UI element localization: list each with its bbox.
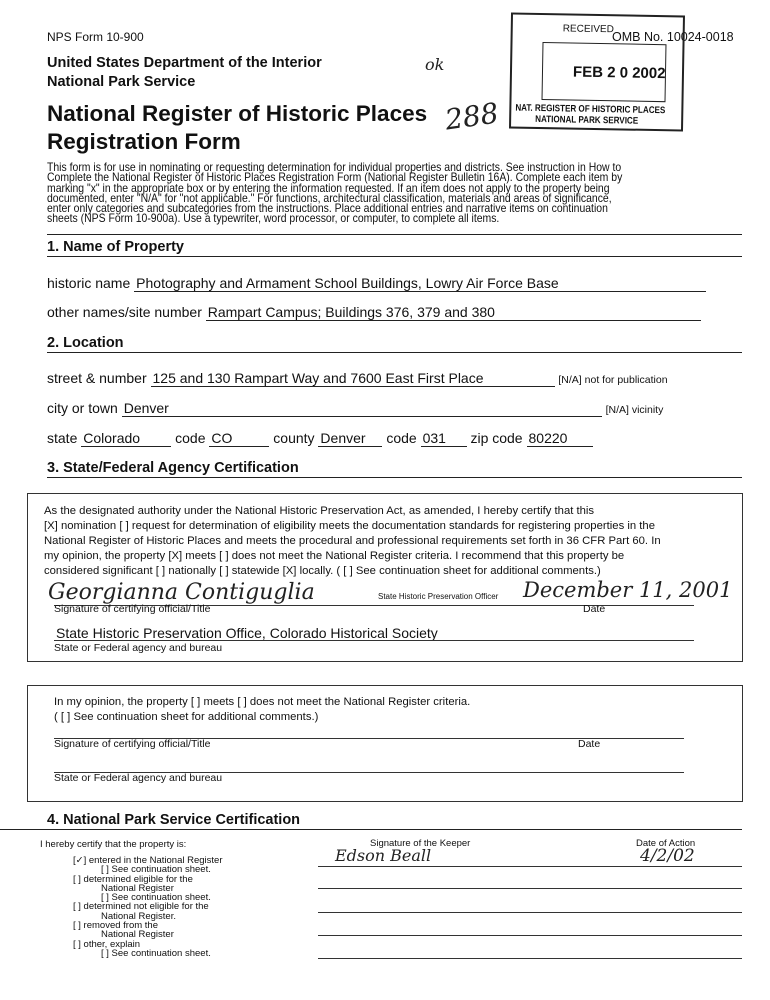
keeper-line[interactable]: [318, 935, 742, 936]
other-names-row: [47, 304, 701, 321]
stamp-received: RECEIVED: [562, 23, 614, 36]
section4-heading: 4. National Park Service Certification: [47, 812, 301, 828]
state-code-field[interactable]: CO: [209, 430, 269, 447]
signature-label: Signature of certifying official/Title: [54, 738, 211, 750]
agency-field[interactable]: State Historic Preservation Office, Colorado Historical Society: [56, 625, 438, 641]
signature-label: Signature of certifying official/Title: [54, 603, 211, 615]
keeper-line[interactable]: [318, 866, 742, 867]
keeper-line[interactable]: [318, 958, 742, 959]
state-field[interactable]: Colorado: [81, 430, 171, 447]
page-subtitle: Registration Form: [47, 129, 241, 154]
vicinity[interactable]: [N/A] vicinity: [605, 404, 664, 416]
section3-heading: 3. State/Federal Agency Certification: [47, 460, 299, 476]
historic-name-field[interactable]: Photography and Armament School Buildings, Lowry Air Force Base: [134, 275, 706, 292]
date-label: Date: [583, 603, 606, 615]
nps-option[interactable]: [ ] determined eligible for the: [73, 873, 193, 885]
action-date-label: Date of Action: [636, 838, 696, 849]
date-label: Date: [578, 738, 601, 750]
street-field[interactable]: 125 and 130 Rampart Way and 7600 East First Place: [151, 370, 555, 387]
nps-option[interactable]: [ ] See continuation sheet.: [101, 864, 211, 876]
city-label: city or town: [47, 400, 118, 416]
state-row: [47, 430, 593, 447]
instruction-line: documented, enter "N/A" for "not applicable." For functions, architectural classification, materials and areas of significance,: [47, 191, 612, 205]
cert-line: considered significant [ ] nationally [ ] statewide [X] locally. ( [ ] See continuation sheet for additional comments.): [44, 565, 601, 577]
street-label: street & number: [47, 370, 147, 386]
action-date: 4/2/02: [640, 846, 695, 866]
instruction-line: This form is for use in nominating or requesting determination for individual properties and districts. See instruction in How to: [47, 161, 622, 174]
keeper-line[interactable]: [318, 888, 742, 889]
stamp-line2: NATIONAL PARK SERVICE: [535, 113, 639, 127]
nps-option[interactable]: National Register: [101, 929, 174, 941]
received-stamp: [509, 12, 685, 131]
signature-date: December 11, 2001: [523, 578, 733, 602]
zip-label: zip code: [470, 430, 523, 446]
nps-option[interactable]: National Register: [101, 882, 174, 894]
city-field[interactable]: Denver: [122, 400, 602, 417]
instruction-line: sheets (NPS Form 10-900a). Use a typewriter, word processor, or computer, to complete all items.: [47, 212, 500, 226]
cert-line: National Register of Historic Places and meets the procedural and professional requirements set forth in 36 CFR Part 60. In: [44, 535, 661, 547]
state-certification-box: [27, 493, 743, 662]
nps-option[interactable]: [ ] removed from the: [73, 920, 159, 932]
keeper-line[interactable]: [318, 912, 742, 913]
zip-field[interactable]: 80220: [527, 430, 593, 447]
instruction-line: marking "x" in the appropriate box or by entering the information requested. If an item does not apply to the property being: [47, 181, 610, 195]
nps-option[interactable]: [ ] See continuation sheet.: [101, 947, 211, 959]
form-number: NPS Form 10-900: [47, 30, 144, 44]
city-row: [47, 400, 663, 417]
divider: [0, 829, 742, 830]
county-field[interactable]: Denver: [318, 430, 382, 447]
agency: National Park Service: [47, 74, 196, 90]
page-title: National Register of Historic Places: [47, 101, 428, 126]
agency-label: State or Federal agency and bureau: [54, 772, 223, 784]
state-label: state: [47, 430, 78, 446]
historic-name-row: [47, 275, 706, 292]
other-names-field[interactable]: Rampart Campus; Buildings 376, 379 and 380: [206, 304, 701, 321]
cert-line: my opinion, the property [X] meets [ ] does not meet the National Register criteria. I recommend that this property be: [44, 550, 625, 562]
nps-option[interactable]: National Register.: [101, 910, 176, 922]
opinion-line: ( [ ] See continuation sheet for additional comments.): [54, 711, 319, 723]
keeper-label: Signature of the Keeper: [370, 838, 471, 849]
nps-option[interactable]: [✓] entered in the National Register: [73, 855, 223, 866]
stamp-date: FEB 2 0 2002: [572, 63, 666, 83]
nps-options: [0, 856, 223, 958]
instruction-line: enter only categories and subcategories from the instructions. Place additional entries and narrative items on continuation: [47, 202, 608, 216]
agency-line: [54, 640, 694, 641]
nps-intro: I hereby certify that the property is:: [40, 839, 187, 850]
street-row: [47, 370, 668, 387]
historic-name-label: historic name: [47, 275, 131, 291]
cert-line: [X] nomination [ ] request for determination of eligibility meets the documentation standards for registering properties in the: [44, 520, 655, 532]
divider: [47, 352, 742, 353]
state-code-label: code: [175, 430, 206, 446]
other-names-label: other names/site number: [47, 304, 202, 320]
divider: [47, 477, 742, 478]
not-for-publication[interactable]: [N/A] not for publication: [558, 374, 668, 386]
county-code-field[interactable]: 031: [421, 430, 467, 447]
nps-option[interactable]: [ ] other, explain: [73, 938, 141, 950]
county-code-label: code: [386, 430, 417, 446]
handwritten-number: 288: [442, 96, 501, 137]
divider: [47, 256, 742, 257]
agency-label: State or Federal agency and bureau: [54, 642, 223, 654]
department: United States Department of the Interior: [47, 55, 322, 71]
divider: [47, 234, 742, 235]
signer-title: State Historic Preservation Officer: [378, 592, 499, 601]
handwritten-ok: ok: [425, 55, 445, 74]
opinion-line: In my opinion, the property [ ] meets [ ] does not meet the National Register criteria.: [54, 696, 471, 708]
other-certification-box: [27, 685, 743, 802]
stamp-line1: NAT. REGISTER OF HISTORIC PLACES: [515, 102, 666, 117]
county-label: county: [273, 430, 315, 446]
keeper-signature: Edson Beall: [335, 846, 432, 865]
nps-option[interactable]: [ ] See continuation sheet.: [101, 892, 211, 904]
official-signature: Georgianna Contiguglia: [48, 580, 315, 605]
section1-heading: 1. Name of Property: [47, 239, 184, 255]
cert-line: As the designated authority under the National Historic Preservation Act, as amended, I hereby certify that this: [44, 505, 595, 517]
instructions: [47, 163, 686, 225]
instruction-line: Complete the National Register of Historic Places Registration Form (National Register Bulletin 16A). Complete each item by: [47, 171, 623, 185]
omb-number: OMB No. 10024-0018: [612, 30, 734, 44]
nps-option[interactable]: [ ] determined not eligible for the: [73, 901, 209, 913]
section2-heading: 2. Location: [47, 335, 124, 351]
